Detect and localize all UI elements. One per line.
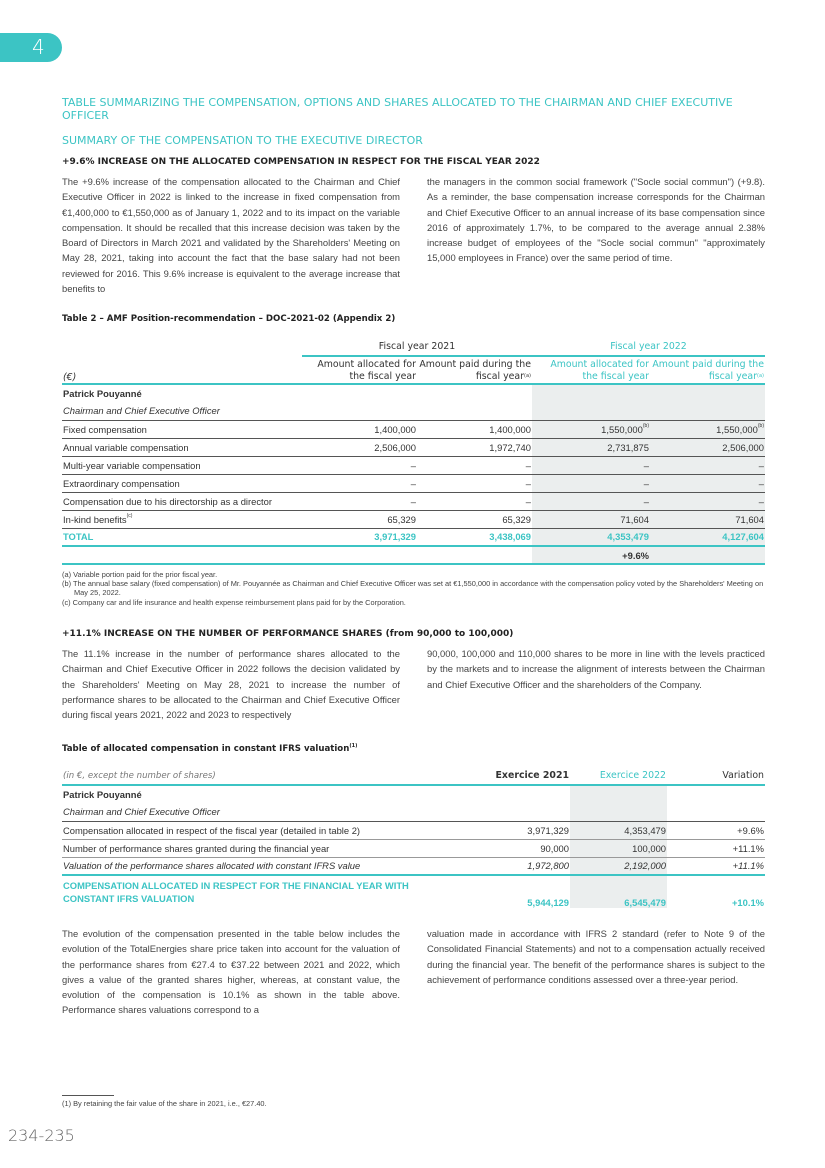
total-value: 4,127,604 xyxy=(650,528,765,546)
section3-col2: valuation made in accordance with IFRS 2 standard (refer to Note 9 of the Consolidated Financial Statements) and not to a compensation actually received during the financial year. The benefit of the performance shares is subject to the achievement of performance conditions assessed over a three-year period. xyxy=(427,928,765,985)
col-2021: Exercice 2021 xyxy=(495,770,569,781)
cell-value: – xyxy=(302,492,417,510)
cell-value: 65,329 xyxy=(302,510,417,528)
cell-value: – xyxy=(417,456,532,474)
row-label: Multi-year variable compensation xyxy=(62,456,302,474)
note-c: (c) Company car and life insurance and health expense reimbursement plans paid for by the Corporation. xyxy=(62,597,406,607)
table-row xyxy=(62,492,765,510)
table-row xyxy=(62,420,765,438)
table2-notes xyxy=(62,570,765,607)
cell-value: 1,972,740 xyxy=(417,438,532,456)
cell-value: 71,604 xyxy=(650,510,765,528)
executive-role: Chairman and Chief Executive Officer xyxy=(62,803,472,821)
cell-value: – xyxy=(302,474,417,492)
cell-value: 90,000 xyxy=(472,839,570,857)
col-variation: Variation xyxy=(722,770,764,781)
total-value: 5,944,129 xyxy=(527,897,569,908)
cell-value: 1,972,800 xyxy=(472,857,570,875)
table-row xyxy=(62,821,765,839)
total-value: 4,353,479 xyxy=(532,528,650,546)
cell-value: 2,506,000 xyxy=(650,438,765,456)
section2-heading: +11.1% INCREASE ON THE NUMBER OF PERFORMANCE SHARES (from 90,000 to 100,000) xyxy=(62,629,514,639)
section1-text xyxy=(62,174,765,296)
table-row xyxy=(62,438,765,456)
section1-heading: +9.6% INCREASE ON THE ALLOCATED COMPENSATION IN RESPECT FOR THE FISCAL YEAR 2022 xyxy=(62,157,540,167)
cell-value: +11.1% xyxy=(667,857,765,875)
executive-name: Patrick Pouyanné xyxy=(63,789,142,800)
section2-col2: 90,000, 100,000 and 110,000 shares to be more in line with the levels practiced by the markets and to increase the alignment of interests between the Chairman and Chief Executive Officer and the shareholders of the Company. xyxy=(427,648,765,690)
row-label: Extraordinary compensation xyxy=(62,474,302,492)
cell-value: 71,604 xyxy=(532,510,650,528)
section2-col1: The 11.1% increase in the number of performance shares allocated to the Chairman and Chief Executive Officer in 2022 follows the decision validated by the Shareholders' Meeting on May 28, 2021 to increase the number of performance shares to be allocated to the Chairman and Chief Executive Officer during fiscal years 2021, 2022 and 2023 to respectively xyxy=(62,648,400,721)
cell-value: 1,400,000 xyxy=(417,420,532,438)
chapter-tab: 4 xyxy=(0,33,62,62)
total-value: 3,438,069 xyxy=(417,528,532,546)
cell-value: – xyxy=(302,456,417,474)
cell-value: – xyxy=(650,456,765,474)
cell-value: 2,506,000 xyxy=(302,438,417,456)
footnote: (1) By retaining the fair value of the share in 2021, i.e., €27.40. xyxy=(62,1099,267,1108)
col-paid-2022: Amount paid during the fiscal year$^{(a)}$ xyxy=(650,356,765,384)
col-allocated-2021: Amount allocated for the fiscal year xyxy=(302,356,417,384)
table2-title: Table 2 – AMF Position-recommendation – DOC-2021-02 (Appendix 2) xyxy=(62,314,396,324)
section1-col1: The +9.6% increase of the compensation allocated to the Chairman and Chief Executive Officer in 2022 is linked to the increase in fixed compensation from €1,400,000 to €1,550,000 as of January 1, 2022 and to its impact on the variable compensation. It should be recalled that this increase decision was taken by the Board of Directors in March 2021 and validated by the Shareholders' Meeting on May 28, 2021, taking into account the fact that the base salary had not been reviewed for 2016. This 9.6% increase is equivalent to the average increase that benefits to xyxy=(62,176,400,295)
row-label: In-kind benefits$^{(c)}$ xyxy=(62,510,302,528)
fy2022-header: Fiscal year 2022 xyxy=(532,338,765,356)
total-value: 6,545,479 xyxy=(570,875,667,908)
cell-value: – xyxy=(532,456,650,474)
cell-value: 2,192,000 xyxy=(570,857,667,875)
executive-name: Patrick Pouyanné xyxy=(63,388,142,399)
cell-value: – xyxy=(650,474,765,492)
row-label: Valuation of the performance shares allocated with constant IFRS value xyxy=(62,857,472,875)
cell-value: – xyxy=(650,492,765,510)
fy2021-header: Fiscal year 2021 xyxy=(302,338,532,356)
cell-value: 4,353,479 xyxy=(570,821,667,839)
table-row xyxy=(62,456,765,474)
note-b: (b) The annual base salary (fixed compensation) of Mr. Pouyannée as Chairman and Chief Executive Officer was set at €1,550,000 in accordance with the compensation policy voted by the Shareholders' Meeting on May 25, 2022. xyxy=(62,579,764,598)
page-title: TABLE SUMMARIZING THE COMPENSATION, OPTIONS AND SHARES ALLOCATED TO THE CHAIRMAN AND CHIEF EXECUTIVE OFFICER xyxy=(62,96,733,122)
table2 xyxy=(62,338,765,607)
table-row xyxy=(62,839,765,857)
row-label: Number of performance shares granted during the financial year xyxy=(62,839,472,857)
cell-value: – xyxy=(417,474,532,492)
col-2022: Exercice 2022 xyxy=(599,770,666,781)
row-label: Compensation due to his directorship as a director xyxy=(62,492,302,510)
cell-value: +9.6% xyxy=(667,821,765,839)
cell-value: 1,550,000$^{(b)}$ xyxy=(650,420,765,438)
cell-value: 1,550,000$^{(b)}$ xyxy=(532,420,650,438)
cell-value: 100,000 xyxy=(570,839,667,857)
row-label: Compensation allocated in respect of the fiscal year (detailed in table 2) xyxy=(62,821,472,839)
unit-label: (in €, except the number of shares) xyxy=(63,770,216,781)
section1-col2: the managers in the common social framework ("Socle social commun") (+9.8). As a reminder, the base compensation increase corresponds for the Chairman and Chief Executive Officer to an annual increase of its base compensation since 2016 of approximately 1.7%, to be compared to the average annual 2.38% increase budget of employees of the "Socle social commun" "approximately 15,000 employees in France) over the same period of time. xyxy=(427,176,765,264)
cell-value: +11.1% xyxy=(667,839,765,857)
cell-value: 65,329 xyxy=(417,510,532,528)
cell-value: 3,971,329 xyxy=(472,821,570,839)
total-label: TOTAL xyxy=(62,528,302,546)
section3-text xyxy=(62,926,765,1018)
col-allocated-2022: Amount allocated for the fiscal year xyxy=(532,356,650,384)
total-value: 3,971,329 xyxy=(302,528,417,546)
table-row xyxy=(62,857,765,875)
total-label: COMPENSATION ALLOCATED IN RESPECT FOR THE FINANCIAL YEAR WITH CONSTANT IFRS VALUATION xyxy=(63,880,409,904)
cell-value: – xyxy=(532,492,650,510)
row-label: Annual variable compensation xyxy=(62,438,302,456)
page-number: 234-235 xyxy=(8,1126,75,1145)
section3-col1: The evolution of the compensation presented in the table below includes the evolution of the TotalEnergies share price taken into account for the valuation of the performance shares from €27.4 to €37.22 between 2021 and 2022, which gives a value of the granted shares higher, whereas, at constant value, the evolution of the compensation is 10.1% as shown in the table above. Performance shares valuations correspond to a xyxy=(62,928,400,1016)
section-subtitle: SUMMARY OF THE COMPENSATION TO THE EXECUTIVE DIRECTOR xyxy=(62,134,423,147)
cell-value: 1,400,000 xyxy=(302,420,417,438)
footnote-divider xyxy=(62,1095,114,1096)
cell-value: – xyxy=(532,474,650,492)
cell-value: 2,731,875 xyxy=(532,438,650,456)
table3 xyxy=(62,767,765,908)
change-value: +9.6% xyxy=(532,546,650,564)
note-a: (a) Variable portion paid for the prior fiscal year. xyxy=(62,570,218,579)
table-row xyxy=(62,510,765,528)
table3-title: Table of allocated compensation in constant IFRS valuation$^{(1)}$ xyxy=(62,743,358,754)
row-label: Fixed compensation xyxy=(62,420,302,438)
col-paid-2021: Amount paid during the fiscal year$^{(a)}$ xyxy=(417,356,532,384)
cell-value: – xyxy=(417,492,532,510)
total-value: +10.1% xyxy=(731,897,764,908)
unit-label: (€) xyxy=(62,356,302,384)
executive-role: Chairman and Chief Executive Officer xyxy=(62,402,302,420)
table-row xyxy=(62,474,765,492)
section2-text xyxy=(62,646,765,722)
